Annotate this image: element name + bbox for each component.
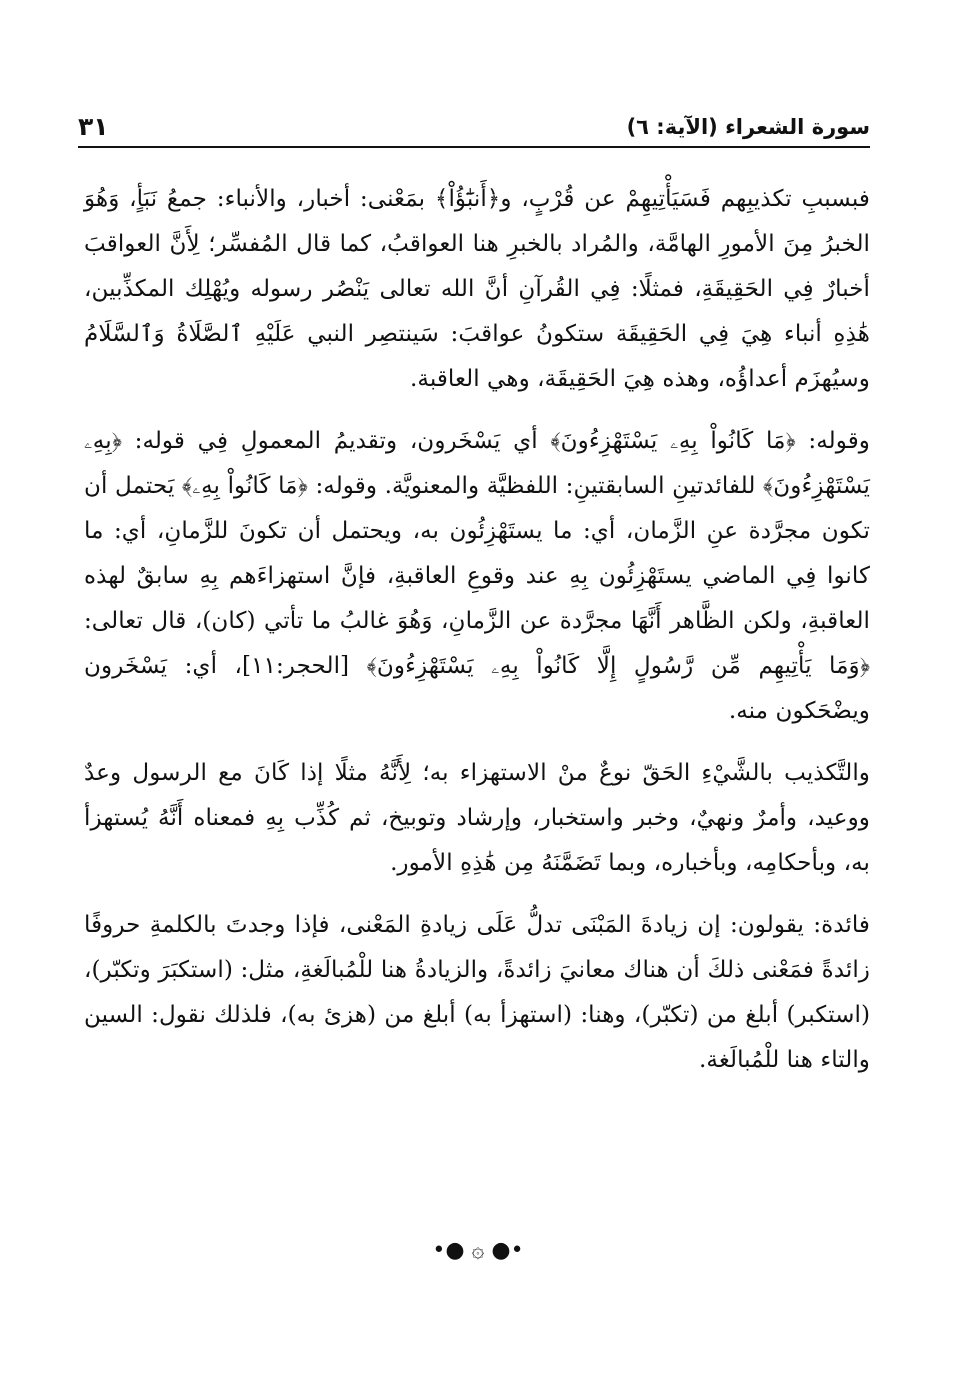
- page-body: [84, 176, 870, 1099]
- paragraph-1: فبسببِ تكذيبِهم فَسَيَأْتِيهِمْ عن قُرْبٍ، و﴿أَنبَٰٓؤُاْ﴾ بمَعْنى: أخبار، والأنباء: جمعُ نَبَأٍ، وَهُوَ الخبرُ مِنَ الأمورِ الهامَّة، والمُراد بالخبرِ هنا العواقبُ، كما قال المُفسِّر؛ لِأَنَّ العواقبَ أخبارٌ فِي الحَقِيقَةِ، فمثلًا: فِي القُرآنِ أنَّ الله تعالى يَنْصُر رسوله ويُهْلِك المكذِّبين، هَٰذِهِ أنباء هِيَ فِي الحَقِيقَة ستكونُ عواقبَ: سَينتصِر النبي عَلَيْهِ ٱلصَّلَاةُ وَٱلسَّلَامُ وسيُهزَم أعداؤُه، وهذه هِيَ الحَقِيقَة، وهي العاقبة.: [84, 185, 870, 392]
- paragraph-4: فائدة: يقولون: إن زيادةَ المَبْنَى تدلُّ عَلَى زيادةِ المَعْنى، فإذا وجدتَ بالكلمةِ حروفًا زائدةً فمَعْنى ذلكَ أن هناك معانيَ زائدةً، والزيادةُ هنا للْمُبالَغةِ، مثل: (استكبَرَ وتكبّر)، (استكبر) أبلغ من (تكبّر)، وهنا: (استهزأ به) أبلغ من (هزئ به)، فلذلك نقول: السين والتاء هنا للْمُبالَغة.: [84, 911, 870, 1073]
- page-header: [78, 96, 870, 142]
- paragraph-3: والتَّكذيب بالشَّيْءِ الحَقّ نوعٌ منْ الاستهزاء به؛ لِأَنَّهُ مثلًا إذا كَانَ مع الرسول وعدٌ ووعيد، وأمرٌ ونهيٌ، وخبر واستخبار، وإرشاد وتوبيخ، ثم كُذِّب بِهِ فمعناه أَنَّهُ يُستهزأ به، وبأحكامِه، وبأخباره، وبما تَضَمَّنَهُ مِن هَٰذِهِ الأمور.: [84, 759, 870, 876]
- header-divider: [78, 146, 870, 148]
- section-end-ornament: •● ۞ ●•: [432, 1238, 524, 1263]
- paragraph-2: وقوله: ﴿مَا كَانُواْ بِهِۦ يَسْتَهْزِءُونَ﴾ أي يَسْخَرون، وتقديمُ المعمولِ فِي قوله: ﴿بِهِۦ يَسْتَهْزِءُونَ﴾ للفائدتينِ السابقتينِ: اللفظيَّة والمعنويَّة. وقوله: ﴿مَا كَانُواْ بِهِۦ﴾ يَحتمل أن تكون مجرَّدة عنِ الزَّمان، أي: ما يستَهْزِئُون به، ويحتمل أن تكونَ للزَّمانِ، أي: ما كانوا فِي الماضي يستَهْزِئُون بِهِ عند وقوعِ العاقبةِ، فإنَّ استهزاءَهم بِهِ سابقٌ لهذه العاقبةِ، ولكن الظَّاهر أَنَّهَا مجرَّدة عن الزَّمانِ، وَهُوَ غالبُ ما تأتي (كان)، قال تعالى: ﴿وَمَا يَأْتِيهِم مِّن رَّسُولٍ إِلَّا كَانُواْ بِهِۦ يَسْتَهْزِءُونَ﴾ [الحجر:١١]، أي: يَسْخَرون ويضْحَكون منه.: [84, 427, 870, 724]
- page-number: ٣١: [78, 112, 109, 141]
- running-header-title: سورة الشعراء (الآية: ٦): [626, 115, 870, 139]
